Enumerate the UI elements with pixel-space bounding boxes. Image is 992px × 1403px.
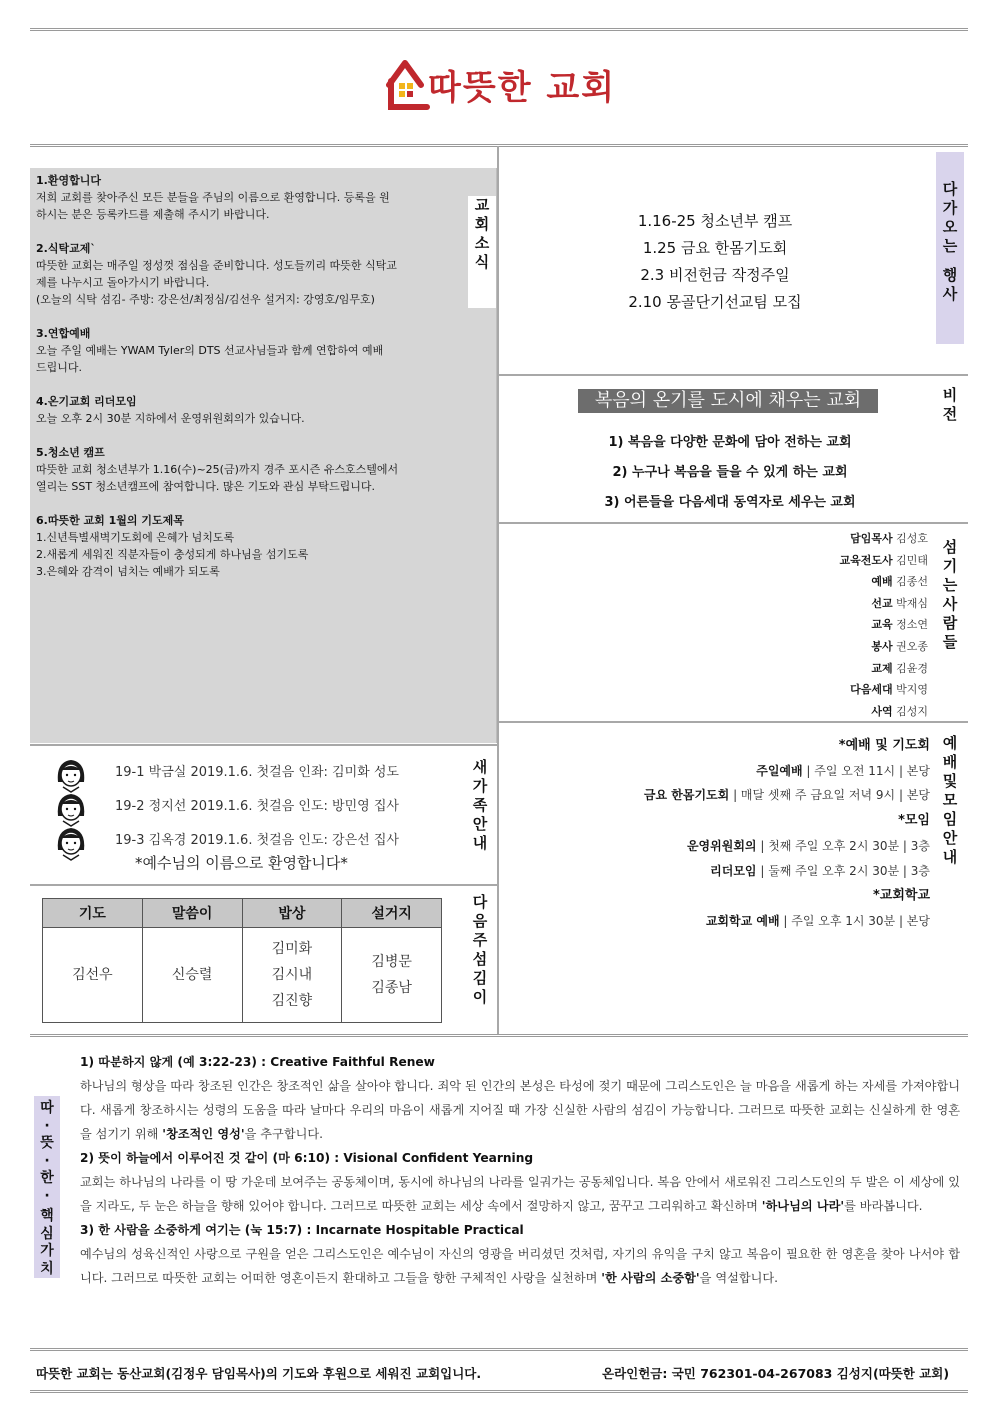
event-item: 2.10 몽골단기선교팀 모집 bbox=[628, 293, 802, 311]
servant-name: 김민태 bbox=[896, 553, 928, 567]
core-value-tail: 을 추구합니다. bbox=[244, 1127, 324, 1141]
servant-role: 사역 bbox=[871, 704, 893, 718]
servant-role: 담임목사 bbox=[850, 532, 893, 545]
event-item: 1.25 금요 한몸기도회 bbox=[642, 239, 788, 257]
section-label-char: · bbox=[44, 1187, 50, 1204]
header-rule bbox=[30, 144, 968, 147]
core-value-tail: 를 바라봅니다. bbox=[844, 1199, 923, 1213]
section-label-char: 족 bbox=[472, 796, 488, 814]
servant-role: 예배 bbox=[871, 575, 893, 589]
vision-item: 3) 어른들을 다음세대 동역자로 세우는 교회 bbox=[604, 495, 856, 510]
section-label-char: 주 bbox=[472, 931, 488, 949]
new-family-section-label bbox=[468, 758, 492, 853]
servant-name: 박재심 bbox=[896, 596, 928, 610]
section-label-char: 한 bbox=[40, 1170, 54, 1186]
section-label-char: 다 bbox=[472, 893, 488, 911]
worship-line bbox=[560, 834, 930, 859]
servants-section-label bbox=[938, 538, 962, 652]
event-item: 1.16-25 청소년부 캠프 bbox=[637, 212, 793, 230]
news-item-title: 1.환영합니다 bbox=[36, 174, 101, 187]
duty-header: 기도 bbox=[43, 899, 143, 928]
duty-name: 김선우 bbox=[72, 967, 113, 983]
duty-name: 김종남 bbox=[371, 980, 412, 996]
servant-name: 김성호 bbox=[896, 532, 928, 545]
worship-line bbox=[560, 859, 930, 884]
section-label-char: 안 bbox=[942, 829, 958, 847]
section-label-char: 음 bbox=[472, 912, 488, 930]
divider bbox=[498, 721, 968, 723]
section-label-char: 식 bbox=[474, 253, 490, 271]
new-family-item: 19-2 정지선 2019.1.6. 첫걸음 인도: 방민영 집사 bbox=[115, 799, 399, 814]
worship-heading: *교회학교 bbox=[872, 888, 930, 904]
duty-header: 설거지 bbox=[342, 899, 442, 928]
core-value-emphasis: '하나님의 나라' bbox=[761, 1199, 845, 1213]
core-value-body bbox=[80, 1170, 960, 1218]
news-item bbox=[36, 512, 456, 580]
divider bbox=[498, 522, 968, 524]
section-label-char: 는 bbox=[942, 237, 958, 255]
duty-table bbox=[42, 898, 442, 1023]
core-value-text: 하나님의 형상을 따라 창조된 인간은 창조적인 삶을 살아야 합니다. 죄악 된 인간의 본성은 타성에 젖기 때문에 그리스도인은 늘 마음을 새롭게 하는 자세를 가져야합니다. 새롭게 창조하시는 성령의 도움을 따라 날마다 우리의 마음이 새롭게 지어질 때 가장 신실한 사람의 섬김이 가능합니다. 그러므로 따뜻한 교회는 신실하게 한 영혼을 섬기기 위해 bbox=[80, 1079, 960, 1141]
news-item-line: 하시는 분은 등록카드를 제출해 주시기 바랍니다. bbox=[36, 208, 270, 221]
core-value-text: 교회는 하나님의 나라를 이 땅 가운데 보여주는 공동체이며, 동시에 하나님의 나라를 일궈가는 공동체입니다. 복음 안에서 새로워진 그리스도인의 두 발은 이 세상에 있을 지라도, 두 눈은 하늘을 향해 있어야 합니다. 그러므로 따뜻한 교회는 세상 속에서 절망하지 않고, 꿈꾸고 그리워하고 확신하며 bbox=[80, 1175, 960, 1213]
worship-detail: | 주일 오전 11시 | 본당 bbox=[802, 763, 930, 778]
section-label-char: 사 bbox=[942, 285, 958, 303]
worship-line bbox=[560, 909, 930, 934]
vision-section-label bbox=[938, 386, 962, 424]
duty-name: 신승렬 bbox=[171, 967, 213, 983]
worship-detail: | 둘째 주일 오후 2시 30분 | 3층 bbox=[756, 863, 930, 878]
worship-name: 운영위원회의 bbox=[686, 838, 757, 853]
vision-list bbox=[560, 428, 900, 518]
section-label-char: 섬 bbox=[472, 950, 488, 968]
servant-row bbox=[700, 701, 928, 723]
news-item-line: 따뜻한 교회 청소년부가 1.16(수)~25(금)까지 경주 포시즌 유스호스텔에서 bbox=[36, 463, 399, 476]
section-label-char: 예 bbox=[942, 734, 958, 752]
duty-header: 밥상 bbox=[242, 899, 342, 928]
section-label-char: 오 bbox=[942, 218, 958, 236]
section-label-char: 비 bbox=[942, 386, 958, 404]
vision-item: 1) 복음을 다양한 문화에 담아 전하는 교회 bbox=[608, 435, 852, 450]
section-label-char: 배 bbox=[942, 753, 958, 771]
top-rule bbox=[30, 28, 968, 31]
footer-rule bbox=[30, 1348, 968, 1351]
bottom-rule bbox=[30, 1390, 968, 1393]
worship-heading: *모임 bbox=[898, 813, 930, 829]
core-value-body bbox=[80, 1242, 960, 1290]
news-item bbox=[36, 240, 456, 308]
section-label-char: 뜻 bbox=[40, 1135, 54, 1151]
footer-sponsor: 따뜻한 교회는 동산교회(김정우 담임목사)의 기도와 후원으로 세워진 교회입니다. bbox=[36, 1366, 482, 1381]
worship-detail: | 첫째 주일 오후 2시 30분 | 3층 bbox=[756, 838, 930, 853]
divider bbox=[498, 374, 968, 376]
servant-name: 김윤경 bbox=[896, 661, 928, 675]
news-item bbox=[36, 444, 456, 495]
vision-title: 복음의 온기를 도시에 채우는 교회 bbox=[578, 389, 878, 413]
section-label-char: 모 bbox=[942, 791, 958, 809]
worship-line bbox=[560, 808, 930, 834]
news-panel bbox=[30, 168, 498, 743]
servant-row bbox=[700, 571, 928, 593]
section-label-char: 다 bbox=[942, 180, 958, 198]
duty-name: 김병문 bbox=[371, 954, 412, 970]
news-item-line: (오늘의 식탁 섬김- 주방: 강은선/최정심/김선우 설거지: 강영호/임무호) bbox=[36, 293, 375, 306]
core-value-heading: 2) 뜻이 하늘에서 이루어진 것 같이 (마 6:10) : Visional Confident Yearning bbox=[80, 1151, 534, 1165]
section-label-char: 임 bbox=[942, 810, 958, 828]
duty-cell bbox=[242, 928, 342, 1023]
section-label-char: 가 bbox=[942, 199, 958, 217]
new-family-item: 19-1 박금실 2019.1.6. 첫걸음 인좌: 김미화 성도 bbox=[115, 765, 399, 780]
servant-row bbox=[700, 636, 928, 658]
news-item-line: 오늘 주일 예배는 YWAM Tyler의 DTS 선교사님들과 함께 연합하여 예배 bbox=[36, 344, 384, 357]
section-label-char: 소 bbox=[474, 234, 490, 252]
section-label-char: · bbox=[44, 1152, 50, 1169]
servant-role: 선교 bbox=[871, 596, 893, 610]
servant-role: 봉사 bbox=[871, 639, 893, 653]
servant-name: 김성지 bbox=[896, 704, 928, 718]
duty-cell bbox=[43, 928, 143, 1023]
duty-header: 말씀이 bbox=[142, 899, 242, 928]
events-section-label bbox=[936, 152, 964, 344]
section-label-char: 내 bbox=[472, 834, 488, 852]
divider bbox=[30, 884, 498, 886]
servant-role: 교육전도사 bbox=[839, 553, 893, 567]
upcoming-events bbox=[510, 208, 920, 316]
news-item-line: 저희 교회를 찾아주신 모든 분들을 주님의 이름으로 환영합니다. 등록을 원 bbox=[36, 191, 390, 204]
worship-line bbox=[560, 783, 930, 808]
servant-row bbox=[700, 550, 928, 572]
worship-heading: *예배 및 기도회 bbox=[838, 738, 930, 753]
duty-name: 김시내 bbox=[271, 967, 313, 983]
section-label-char: 회 bbox=[474, 215, 490, 233]
servant-role: 교제 bbox=[871, 661, 893, 675]
section-label-char: 치 bbox=[40, 1260, 54, 1277]
servant-name: 박지영 bbox=[896, 683, 928, 697]
person-icon bbox=[54, 756, 88, 794]
duty-cell bbox=[142, 928, 242, 1023]
servant-row bbox=[700, 593, 928, 615]
news-item-line: 제를 나누시고 돌아가시기 바랍니다. bbox=[36, 276, 210, 289]
servant-row bbox=[700, 679, 928, 701]
core-value-body bbox=[80, 1074, 960, 1146]
news-item-line: 오늘 오후 2시 30분 지하에서 운영위원회의가 있습니다. bbox=[36, 412, 305, 425]
section-label-char: 심 bbox=[40, 1225, 54, 1242]
worship-detail: | 매달 셋째 주 금요일 저녁 9시 | 본당 bbox=[729, 788, 930, 803]
section-label-char: 전 bbox=[942, 405, 958, 423]
worship-line bbox=[560, 759, 930, 784]
worship-section-label bbox=[938, 734, 962, 867]
section-label-char: 따 bbox=[40, 1100, 54, 1116]
section-label-char: · bbox=[44, 1117, 50, 1134]
news-item bbox=[36, 393, 456, 427]
section-label-char: 내 bbox=[942, 848, 958, 866]
new-family-list bbox=[115, 756, 455, 858]
news-item-line: 1.신년특별새벽기도회에 은혜가 넘치도록 bbox=[36, 531, 235, 544]
news-item-line: 따뜻한 교회는 매주일 정성껏 점심을 준비합니다. 성도들끼리 따뜻한 식탁교 bbox=[36, 259, 397, 272]
duty-name: 김미화 bbox=[271, 941, 313, 957]
core-value-heading: 3) 한 사람을 소중하게 여기는 (눅 15:7) : Incarnate Hospitable Practical bbox=[80, 1223, 524, 1237]
event-item: 2.3 비전헌금 작정주일 bbox=[640, 266, 790, 284]
servant-row bbox=[700, 528, 928, 550]
column-divider bbox=[497, 146, 499, 1034]
new-family-item: 19-3 김옥경 2019.1.6. 첫걸음 인도: 강은선 집사 bbox=[115, 833, 399, 848]
section-label-char: 섬 bbox=[942, 538, 958, 556]
section-label-char: 새 bbox=[472, 758, 488, 776]
servant-name: 정소연 bbox=[896, 618, 928, 632]
news-item-line: 2.새롭게 세워진 직분자들이 충성되게 하나님을 섬기도록 bbox=[36, 548, 309, 561]
worship-name: 리더모임 bbox=[710, 863, 757, 878]
section-label-char: 사 bbox=[942, 595, 958, 613]
servants-list bbox=[700, 528, 928, 722]
section-label-char: 들 bbox=[942, 633, 958, 651]
news-item-title: 4.온기교회 리더모임 bbox=[36, 395, 137, 408]
person-icon bbox=[54, 824, 88, 862]
divider bbox=[30, 744, 498, 746]
servant-role: 교육 bbox=[871, 618, 893, 632]
section-label-char: 김 bbox=[472, 969, 488, 987]
worship-line bbox=[560, 733, 930, 759]
section-label-char: 기 bbox=[942, 557, 958, 575]
servant-row bbox=[700, 614, 928, 636]
worship-detail: | 주일 오후 1시 30분 | 본당 bbox=[779, 913, 930, 928]
section-label-char: 이 bbox=[472, 988, 488, 1006]
core-value-heading: 1) 따분하지 않게 (예 3:22-23) : Creative Faithful Renew bbox=[80, 1055, 435, 1069]
news-item-title: 2.식탁교제` bbox=[36, 242, 96, 255]
section-label-char: 행 bbox=[942, 266, 958, 284]
duty-cell bbox=[342, 928, 442, 1023]
core-value-tail: 을 역설합니다. bbox=[699, 1271, 779, 1285]
core-values bbox=[80, 1050, 960, 1290]
core-value-text: 예수님의 성육신적인 사랑으로 구원을 얻은 그리스도인은 예수님이 자신의 영광을 버리셨던 것처럼, 자기의 유익을 구치 않고 복음이 필요한 한 영혼을 찾아 나서야 합니다. 그러므로 따뜻한 교회는 어떠한 영혼이든지 환대하고 그들을 향한 구체적인 사랑을 실천하며 bbox=[80, 1247, 960, 1285]
news-item-title: 5.청소년 캠프 bbox=[36, 446, 105, 459]
vision-item: 2) 누구나 복음을 들을 수 있게 하는 교회 bbox=[612, 465, 848, 480]
next-week-section-label bbox=[468, 893, 492, 1007]
servant-row bbox=[700, 658, 928, 680]
core-value-emphasis: '창조적인 영성' bbox=[162, 1127, 245, 1141]
worship-info bbox=[560, 733, 930, 934]
news-body bbox=[36, 172, 456, 597]
core-values-section-label bbox=[34, 1096, 60, 1278]
news-item-line: 드립니다. bbox=[36, 361, 83, 374]
section-label-char: 및 bbox=[942, 772, 958, 790]
section-label-char: 핵 bbox=[40, 1208, 54, 1224]
servant-name: 권오종 bbox=[896, 639, 928, 653]
news-item bbox=[36, 172, 456, 223]
servant-name: 김종선 bbox=[896, 575, 928, 589]
core-value-emphasis: '한 사람의 소중함' bbox=[601, 1271, 700, 1285]
news-item bbox=[36, 325, 456, 376]
worship-name: 주일예배 bbox=[756, 763, 803, 778]
welcome-message: *예수님의 이름으로 환영합니다* bbox=[135, 854, 348, 872]
footer-offering-account: 온라인헌금: 국민 762301-04-267083 김성지(따뜻한 교회) bbox=[602, 1366, 950, 1381]
worship-name: 금요 한몸기도회 bbox=[643, 788, 730, 803]
section-label-char: 람 bbox=[942, 614, 958, 632]
worship-line bbox=[560, 883, 930, 909]
news-item-line: 3.은혜와 감격이 넘치는 예배가 되도록 bbox=[36, 565, 220, 578]
news-item-line: 열리는 SST 청소년캠프에 참여합니다. 많은 기도와 관심 부탁드립니다. bbox=[36, 480, 376, 493]
person-icon bbox=[54, 790, 88, 828]
section-rule bbox=[30, 1034, 968, 1037]
section-label-char: 안 bbox=[472, 815, 488, 833]
section-label-char: 가 bbox=[40, 1243, 54, 1259]
section-label-char: 가 bbox=[472, 777, 488, 795]
section-label-char: 교 bbox=[474, 196, 490, 214]
worship-name: 교회학교 예배 bbox=[705, 913, 780, 928]
servant-role: 다음세대 bbox=[850, 683, 893, 697]
news-item-title: 3.연합예배 bbox=[36, 327, 91, 340]
news-section-label bbox=[468, 196, 496, 308]
page-title: 따뜻한 교회 bbox=[428, 68, 617, 108]
section-label-char: 는 bbox=[942, 576, 958, 594]
news-item-title: 6.따뜻한 교회 1월의 기도제목 bbox=[36, 514, 184, 527]
duty-name: 김진향 bbox=[271, 993, 313, 1009]
